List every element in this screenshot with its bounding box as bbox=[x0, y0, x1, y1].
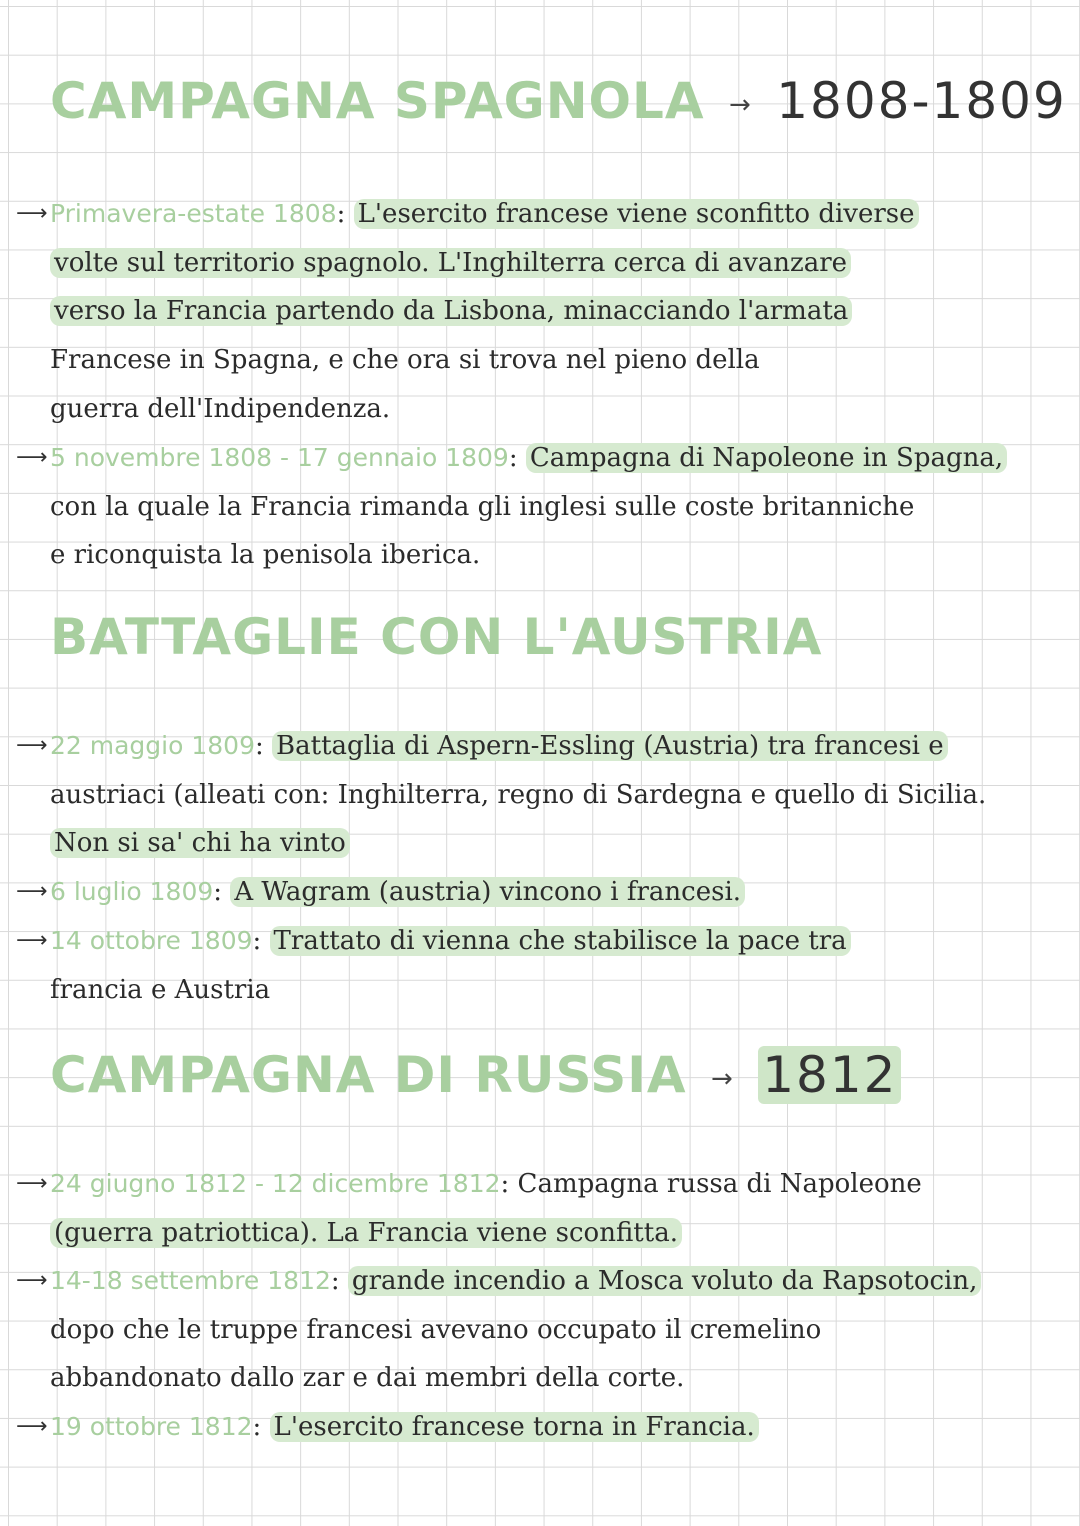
entry-date: 19 ottobre 1812 bbox=[50, 1412, 253, 1441]
section-title: CAMPAGNA SPAGNOLA bbox=[50, 72, 705, 130]
entry-date: 24 giugno 1812 - 12 dicembre 1812 bbox=[50, 1169, 501, 1198]
section-title: BATTAGLIE CON L'AUSTRIA bbox=[50, 608, 823, 666]
entry-text: e riconquista la penisola iberica. bbox=[50, 540, 481, 571]
entry-text: L'esercito francese viene sconfitto diverse bbox=[354, 199, 919, 229]
entry-text: Non si sa' chi ha vinto bbox=[50, 828, 350, 858]
section-title: CAMPAGNA DI RUSSIA bbox=[50, 1046, 687, 1104]
entry-text: Francese in Spagna, e che ora si trova nel pieno della bbox=[50, 345, 760, 376]
notebook-page: CAMPAGNA SPAGNOLA → 1808-1809 ⟶ Primavera-estate 1808: L'esercito francese viene sconfitto diverse volte sul territorio spagnolo. L'Inghilterra cerca di avanzare verso la Francia partendo da Lisbona, minacciando l'armata Francese in Spagna, e che ora si trova nel pieno della guerra dell'Indipendenza. ⟶ 5 novembre 1808 - 17 gennaio 1809: Campagna di Napoleone in Spagna, con la quale la Francia rimanda gli inglesi sulle coste britanniche e riconquista la penisola iberica. BATTAGLIE CON L'AUSTRIA ⟶ 22 maggio 1809: Battaglia di Aspern-Essling (Austria) tra francesi e austriaci (alleati con: Inghilterra, regno di Sardegna e quello di Sicilia. Non si sa' chi ha vinto ⟶ 6 luglio 1809: A Wagram (austria) vincono i francesi. ⟶ 14 ottobre 1809: Trattato di vienna che stabilisce la pace tra francia e Austria CAMPAGNA DI RUSSIA → 1812 ⟶ 24 giugno 1812 - 12 dicembre 1812: Campagna russa di Napoleone (guerra patriottica). La Francia viene sconfitta. ⟶ 14-18 settembre 1812: grande incendio a Mosca voluto da Rapsotocin, dopo che le truppe francesi avevano occupato il cremelino abbandonato dallo zar e dai membri della corte. ⟶ 19 ottobre 1812: L'esercito francese torna in Francia. bbox=[0, 0, 1080, 1526]
entry-date: 5 novembre 1808 - 17 gennaio 1809 bbox=[50, 443, 509, 472]
arrow-right-icon: ⟶ bbox=[16, 1171, 48, 1196]
entry-date: 22 maggio 1809 bbox=[50, 731, 255, 760]
entry-text: Campagna russa di Napoleone bbox=[517, 1169, 922, 1199]
entry-date: 14-18 settembre 1812 bbox=[50, 1266, 331, 1295]
arrow-right-icon: → bbox=[729, 89, 752, 120]
section-heading-austria bbox=[50, 608, 823, 666]
arrow-right-icon: ⟶ bbox=[16, 879, 48, 904]
arrow-right-icon: ⟶ bbox=[16, 928, 48, 953]
entry-text: grande incendio a Mosca voluto da Rapsotocin, bbox=[348, 1266, 981, 1296]
entry-text: (guerra patriottica). La Francia viene sconfitta. bbox=[50, 1218, 682, 1248]
entry-date: 6 luglio 1809 bbox=[50, 877, 214, 906]
entry-text: guerra dell'Indipendenza. bbox=[50, 393, 391, 424]
entry-text: Trattato di vienna che stabilisce la pace tra bbox=[270, 926, 851, 956]
entry-text: abbandonato dallo zar e dai membri della corte. bbox=[50, 1363, 685, 1394]
section-year: 1808-1809 bbox=[776, 72, 1067, 130]
entry-text: con la quale la Francia rimanda gli inglesi sulle coste britanniche bbox=[50, 491, 915, 522]
arrow-right-icon: → bbox=[711, 1063, 734, 1094]
entry-text: verso la Francia partendo da Lisbona, minacciando l'armata bbox=[50, 296, 852, 326]
entry-text: francia e Austria bbox=[50, 974, 271, 1005]
entry-text: volte sul territorio spagnolo. L'Inghilterra cerca di avanzare bbox=[50, 248, 851, 278]
arrow-right-icon: ⟶ bbox=[16, 1268, 48, 1293]
entry-text: Campagna di Napoleone in Spagna, bbox=[526, 443, 1007, 473]
entry-text: dopo che le truppe francesi avevano occupato il cremelino bbox=[50, 1314, 822, 1345]
entry-text: austriaci (alleati con: Inghilterra, regno di Sardegna e quello di Sicilia. bbox=[50, 779, 987, 810]
section-year: 1812 bbox=[758, 1046, 901, 1104]
entry-date: 14 ottobre 1809 bbox=[50, 926, 253, 955]
entry-text: A Wagram (austria) vincono i francesi. bbox=[230, 877, 745, 907]
section-heading-russia bbox=[50, 1046, 901, 1104]
arrow-right-icon: ⟶ bbox=[16, 1414, 48, 1439]
entry-text: L'esercito francese torna in Francia. bbox=[270, 1412, 759, 1442]
section-heading-spagnola bbox=[50, 72, 1067, 130]
arrow-right-icon: ⟶ bbox=[16, 445, 48, 470]
arrow-right-icon: ⟶ bbox=[16, 733, 48, 758]
arrow-right-icon: ⟶ bbox=[16, 201, 48, 226]
entry-date: Primavera-estate 1808 bbox=[50, 199, 337, 228]
entry-text: Battaglia di Aspern-Essling (Austria) tra francesi e bbox=[272, 731, 948, 761]
